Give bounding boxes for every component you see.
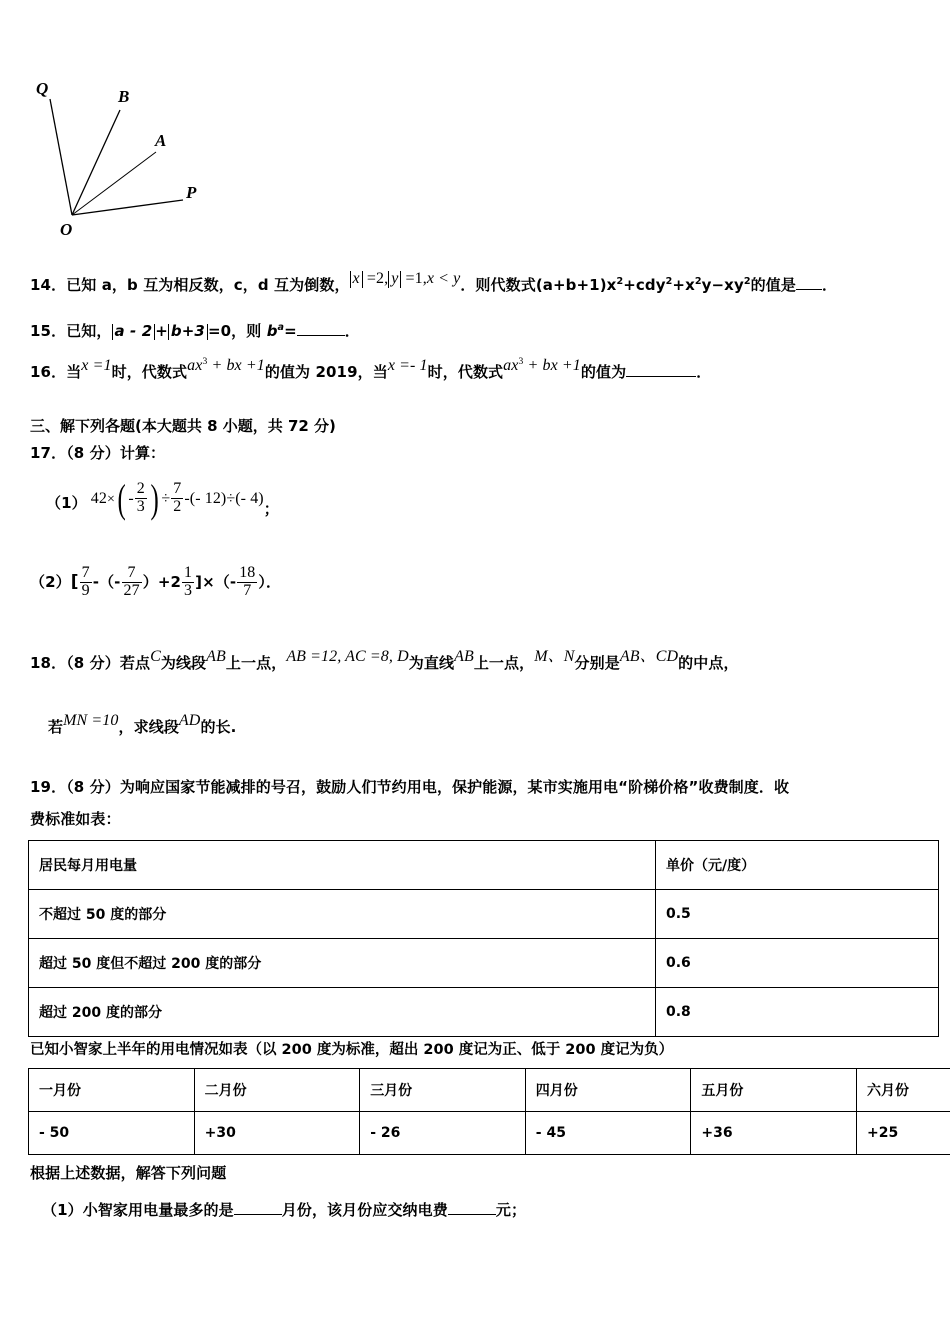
- electricity-price-table: [28, 840, 939, 1037]
- q18-math-MN-10: MN =10: [63, 712, 119, 729]
- q14-text-a: 已知 a，b 互为相反数，c，d 互为倒数，: [66, 276, 350, 294]
- fraction-2-3: $\frac{2}{3}$: [136, 480, 145, 515]
- q16-text-c: 的值为 2019，当: [264, 363, 388, 381]
- q17-text: （8 分）计算：: [66, 444, 166, 462]
- usage-value-jun: +25: [856, 1112, 950, 1155]
- q14-text-b: ．则代数式(a+b+1)x: [460, 276, 617, 294]
- q19-sub1-blank-month[interactable]: [234, 1214, 282, 1215]
- question-17-part-2: （2）[ $\frac{7}{9}$ -（- $\frac{7}{27}$ ）+2 $\frac{1}{3}$ ]×（- $\frac{18}{7}$ ）．: [30, 564, 282, 599]
- q17-number: 17．: [30, 444, 67, 462]
- q18-number: 18．: [30, 654, 67, 672]
- q15-text-a: 已知，: [66, 322, 112, 340]
- q18-math-AB-2: AB: [454, 648, 474, 665]
- q19-intro: （8 分）为响应国家节能减排的号召，鼓励人们节约用电，保护能源，某市实施用电“阶梯价格”收费制度．收: [66, 778, 790, 796]
- q18-math-given: AB =12, AC =8, D: [286, 648, 409, 665]
- q14-tail: ．: [821, 276, 838, 294]
- question-18-line-1: 18．（8 分）若点C为线段AB上一点，AB =12, AC =8, D为直线AB上一点，M、N分别是AB、CD的中点，: [30, 648, 739, 672]
- q14-text-e: y−xy: [701, 276, 744, 294]
- q19-sub1-blank-fee[interactable]: [448, 1214, 496, 1215]
- fraction-7-9: $\frac{7}{9}$: [81, 564, 90, 599]
- price-tier-2-value: 0.6: [656, 939, 939, 988]
- angle-figure: [28, 72, 248, 247]
- figure-label-Q: Q: [36, 79, 49, 98]
- q14-text-c: +cdy: [623, 276, 666, 294]
- question-19-sub-1: （1）小智家用电量最多的是 月份，该月份应交纳电费 元；: [42, 1201, 527, 1219]
- question-19-prompt: 根据上述数据，解答下列问题: [30, 1164, 227, 1182]
- usage-value-mar: - 26: [360, 1112, 526, 1155]
- q14-answer-blank[interactable]: [796, 289, 822, 290]
- left-paren: (: [117, 476, 126, 522]
- question-16: [30, 355, 712, 385]
- q14-sup-2: 2: [665, 275, 673, 287]
- q15-number: 15．: [30, 322, 67, 340]
- usage-value-may: +36: [691, 1112, 857, 1155]
- section-3-heading: 三、解下列各题(本大题共 8 小题，共 72 分): [30, 417, 336, 435]
- q14-sup-4: 2: [743, 275, 751, 287]
- price-tier-3-value: 0.8: [656, 988, 939, 1037]
- question-19-line-1: [30, 776, 789, 799]
- q15-sup-a: a: [277, 321, 285, 333]
- figure-label-B: B: [118, 87, 130, 106]
- q16-math-4: $ax^3$ + bx +1: [503, 355, 581, 374]
- q15-abs-2: b+3: [168, 324, 208, 340]
- question-14: [30, 270, 838, 298]
- price-header-unitprice: 单价（元/度）: [656, 841, 939, 890]
- fraction-7-27: $\frac{7}{27}$: [123, 564, 140, 599]
- q16-text-d: 时，代数式: [427, 363, 504, 381]
- usage-header-jan: 一月份: [29, 1069, 195, 1112]
- usage-table-note: 已知小智家上半年的用电情况如表（以 200 度为标准，超出 200 度记为正、低于 200 度记为负）: [30, 1042, 674, 1058]
- right-paren: ): [150, 476, 159, 522]
- q17-p2-label: （2）: [30, 573, 71, 592]
- q15-equals: =: [284, 322, 297, 340]
- ray-OQ: [50, 99, 72, 215]
- q15-answer-blank[interactable]: [297, 335, 345, 336]
- q15-tail: ．: [344, 322, 360, 340]
- figure-label-O: O: [60, 220, 73, 239]
- usage-header-apr: 四月份: [525, 1069, 691, 1112]
- q15-abs-1: a - 2: [112, 324, 156, 340]
- fraction-1-3: $\frac{1}{3}$: [184, 564, 193, 599]
- fraction-18-7: $\frac{18}{7}$: [239, 564, 256, 599]
- price-tier-1-label: 不超过 50 度的部分: [29, 890, 656, 939]
- q16-answer-blank[interactable]: [626, 376, 696, 377]
- q18-math-C: C: [150, 648, 161, 665]
- usage-value-apr: - 45: [525, 1112, 691, 1155]
- price-tier-2-label: 超过 50 度但不超过 200 度的部分: [29, 939, 656, 988]
- price-tier-1-value: 0.5: [656, 890, 939, 939]
- question-18-line-2: 若MN =10，求线段AD的长.: [48, 712, 237, 736]
- figure-label-A: A: [155, 131, 167, 150]
- usage-header-mar: 三月份: [360, 1069, 526, 1112]
- usage-header-feb: 二月份: [194, 1069, 360, 1112]
- table-row: [29, 988, 939, 1037]
- usage-value-jan: - 50: [29, 1112, 195, 1155]
- q14-sup-1: 2: [616, 275, 624, 287]
- q14-sup-3: 2: [694, 275, 702, 287]
- table-row: [29, 890, 939, 939]
- fraction-7-2: $\frac{7}{2}$: [173, 480, 182, 515]
- q16-math-1: x =1: [81, 357, 112, 374]
- q17-p1-expression: 42×( - $\frac{2}{3}$ ) ÷ $\frac{7}{2}$ -(- 12)÷(- 4): [90, 476, 264, 522]
- q17-p1-semicolon: ；: [263, 500, 279, 519]
- question-19-line-2: 费标准如表：: [30, 810, 121, 828]
- q16-math-3: x =- 1: [387, 357, 428, 374]
- q15-eq: =0，则: [207, 322, 267, 340]
- ray-OB: [72, 110, 120, 215]
- question-17-part-1: [46, 476, 279, 522]
- table-row: [29, 1112, 950, 1155]
- q18-math-MN-points: M、N: [534, 648, 575, 665]
- table-header-row: [29, 1069, 950, 1112]
- q15-plus: +: [155, 322, 168, 340]
- usage-header-jun: 六月份: [856, 1069, 950, 1112]
- question-17-header: [30, 442, 165, 465]
- q16-math-2: $ax^3$ + bx +1: [187, 355, 265, 374]
- q19-number: 19．: [30, 778, 67, 796]
- q16-text-b: 时，代数式: [111, 363, 188, 381]
- usage-value-feb: +30: [194, 1112, 360, 1155]
- price-tier-3-label: 超过 200 度的部分: [29, 988, 656, 1037]
- table-header-row: [29, 841, 939, 890]
- q16-text-a: 当: [66, 363, 82, 381]
- price-header-usage: 居民每月用电量: [29, 841, 656, 890]
- q14-number: 14．: [30, 276, 67, 294]
- monthly-usage-table: [28, 1068, 950, 1155]
- q17-p1-label: （1）: [46, 494, 87, 513]
- q14-text-f: 的值是: [750, 276, 796, 294]
- q18-math-AB: AB: [206, 648, 226, 665]
- figure-label-P: P: [186, 183, 197, 202]
- q16-text-e: 的值为: [580, 363, 627, 381]
- question-15: [30, 320, 360, 343]
- q14-math-abs: x =2, y =1,x < y: [350, 270, 461, 287]
- table-row: [29, 939, 939, 988]
- q18-math-AD: AD: [178, 712, 201, 729]
- q15-b: b: [266, 322, 278, 340]
- q18-math-AB-CD: AB、CD: [619, 648, 679, 665]
- q16-number: 16．: [30, 363, 67, 381]
- q16-tail: ．: [696, 363, 712, 381]
- q14-text-d: +x: [672, 276, 695, 294]
- usage-header-may: 五月份: [691, 1069, 857, 1112]
